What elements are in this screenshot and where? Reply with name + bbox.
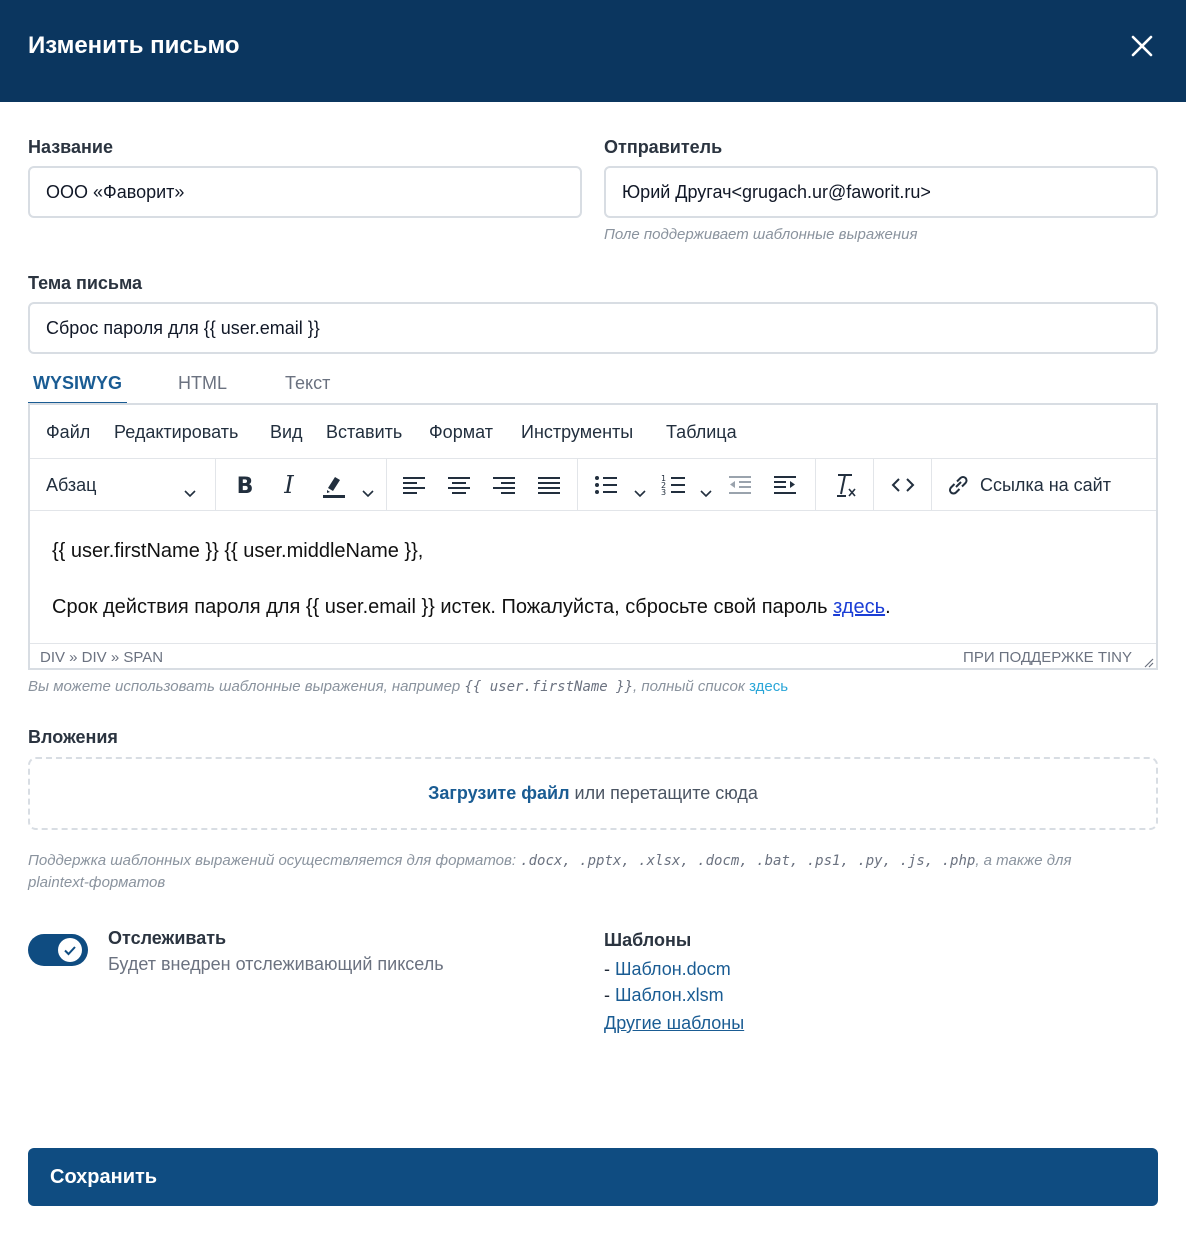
editor-menubar xyxy=(30,405,1156,459)
align-right-icon[interactable] xyxy=(490,469,518,501)
editor-hint xyxy=(28,677,788,697)
other-templates-link[interactable]: Другие шаблоны xyxy=(604,1013,745,1033)
toolbar-divider xyxy=(215,459,216,511)
sender-label: Отправитель xyxy=(604,137,723,157)
editor-hint-prefix: Вы можете использовать шаблонные выражения, например xyxy=(28,678,461,695)
link-icon xyxy=(944,471,972,499)
attachments-label: Вложения xyxy=(28,727,118,747)
menu-format[interactable]: Формат xyxy=(429,422,493,442)
menu-file[interactable]: Файл xyxy=(46,422,91,442)
numbered-list-icon[interactable] xyxy=(660,469,688,501)
sender-input[interactable]: Юрий Другач<grugach.ur@faworit.ru> xyxy=(604,166,1158,218)
clear-formatting-icon[interactable] xyxy=(830,469,860,501)
align-center-icon[interactable] xyxy=(445,469,473,501)
svg-text:3: 3 xyxy=(661,488,667,497)
toolbar-divider xyxy=(577,459,578,511)
svg-text:1: 1 xyxy=(661,474,667,483)
tab-text[interactable]: Текст xyxy=(285,373,331,393)
menu-view[interactable]: Вид xyxy=(270,422,303,442)
tab-wysiwyg[interactable]: WYSIWYG xyxy=(28,370,127,404)
template-bullet: - xyxy=(604,959,615,979)
toolbar-divider xyxy=(873,459,874,511)
templates-title: Шаблоны xyxy=(604,930,692,950)
toggle-knob xyxy=(58,938,82,962)
attachments-hint xyxy=(28,850,1158,894)
subject-input[interactable]: Сброс пароля для {{ user.email }} xyxy=(28,302,1158,354)
check-icon xyxy=(58,938,82,962)
dialog-header xyxy=(0,0,1186,102)
content-line-2-end: . xyxy=(885,596,891,618)
content-line-1: {{ user.firstName }} {{ user.middleName }}, xyxy=(52,540,424,562)
menu-tools[interactable]: Инструменты xyxy=(521,422,634,442)
toolbar-divider xyxy=(931,459,932,511)
content-line-2 xyxy=(52,593,891,621)
template-bullet: - xyxy=(604,985,615,1005)
highlight-icon[interactable] xyxy=(318,469,350,501)
attachments-hint-prefix: Поддержка шаблонных выражений осуществляется для форматов: xyxy=(28,852,516,869)
italic-icon[interactable] xyxy=(274,469,304,501)
template-item xyxy=(604,957,731,981)
editor-content-area[interactable] xyxy=(30,511,1156,641)
template-link-docm[interactable]: Шаблон.docm xyxy=(615,959,731,979)
svg-text:B: B xyxy=(236,474,254,499)
save-button[interactable]: Сохранить xyxy=(28,1148,1158,1206)
content-reset-link[interactable]: здесь xyxy=(833,596,886,618)
align-left-icon[interactable] xyxy=(400,469,428,501)
editor-hint-middle: , полный список xyxy=(633,678,745,695)
template-item xyxy=(604,983,724,1007)
svg-text:I: I xyxy=(284,471,294,499)
chevron-down-icon[interactable] xyxy=(632,477,648,509)
tracking-description: Будет внедрен отслеживающий пиксель xyxy=(108,954,444,974)
menu-insert[interactable]: Вставить xyxy=(326,422,403,442)
name-input[interactable]: ООО «Фаворит» xyxy=(28,166,582,218)
tracking-toggle[interactable] xyxy=(28,934,88,966)
code-icon[interactable] xyxy=(888,469,918,501)
close-icon xyxy=(1124,28,1160,64)
bullet-list-icon[interactable] xyxy=(592,469,620,501)
editor-hint-code: {{ user.firstName }} xyxy=(464,679,634,695)
upload-rest-text: или перетащите сюда xyxy=(569,783,758,803)
toolbar-divider xyxy=(815,459,816,511)
align-justify-icon[interactable] xyxy=(535,469,563,501)
tab-html[interactable]: HTML xyxy=(178,373,227,393)
site-link-button[interactable] xyxy=(944,469,1144,501)
expressions-list-link[interactable]: здесь xyxy=(749,678,789,695)
svg-text:2: 2 xyxy=(661,481,667,490)
name-label: Название xyxy=(28,137,113,157)
subject-label: Тема письма xyxy=(28,273,143,293)
bold-icon[interactable] xyxy=(230,469,260,501)
element-path[interactable]: DIV » DIV » SPAN xyxy=(40,649,164,666)
file-dropzone[interactable] xyxy=(28,757,1158,830)
attachments-formats: .docx, .pptx, .xlsx, .docm, .bat, .ps1, .py, .js, .php xyxy=(520,853,976,869)
indent-icon[interactable] xyxy=(771,469,799,501)
sender-hint: Поле поддерживает шаблонные выражения xyxy=(604,226,918,243)
chevron-down-icon[interactable] xyxy=(182,477,198,509)
toolbar-divider xyxy=(386,459,387,511)
attachments-hint-line2: plaintext-форматов xyxy=(28,874,166,891)
outdent-icon[interactable] xyxy=(726,469,754,501)
editor-toolbar xyxy=(30,459,1156,511)
content-line-2-text: Срок действия пароля для {{ user.email }} истек. Пожалуйста, сбросьте свой пароль xyxy=(52,596,834,618)
menu-edit[interactable]: Редактировать xyxy=(114,422,239,442)
template-link-xlsm[interactable]: Шаблон.xlsm xyxy=(615,985,724,1005)
rich-text-editor xyxy=(28,403,1158,670)
chevron-down-icon[interactable] xyxy=(360,477,376,509)
block-format-select[interactable] xyxy=(46,474,97,496)
attachments-hint-suffix: , а также для xyxy=(975,852,1072,869)
block-format-value: Абзац xyxy=(46,475,97,495)
close-button[interactable] xyxy=(1124,28,1160,64)
upload-file-link[interactable]: Загрузите файл xyxy=(428,783,570,803)
site-link-label: Ссылка на сайт xyxy=(980,475,1111,495)
powered-by-tiny[interactable]: ПРИ ПОДДЕРЖКЕ TINY xyxy=(963,649,1132,666)
menu-table[interactable]: Таблица xyxy=(666,422,737,442)
resize-handle-icon[interactable] xyxy=(1142,656,1154,668)
editor-statusbar xyxy=(30,643,1156,670)
dialog-title: Изменить письмо xyxy=(28,32,240,59)
tracking-title: Отслеживать xyxy=(108,928,227,948)
chevron-down-icon[interactable] xyxy=(698,477,714,509)
